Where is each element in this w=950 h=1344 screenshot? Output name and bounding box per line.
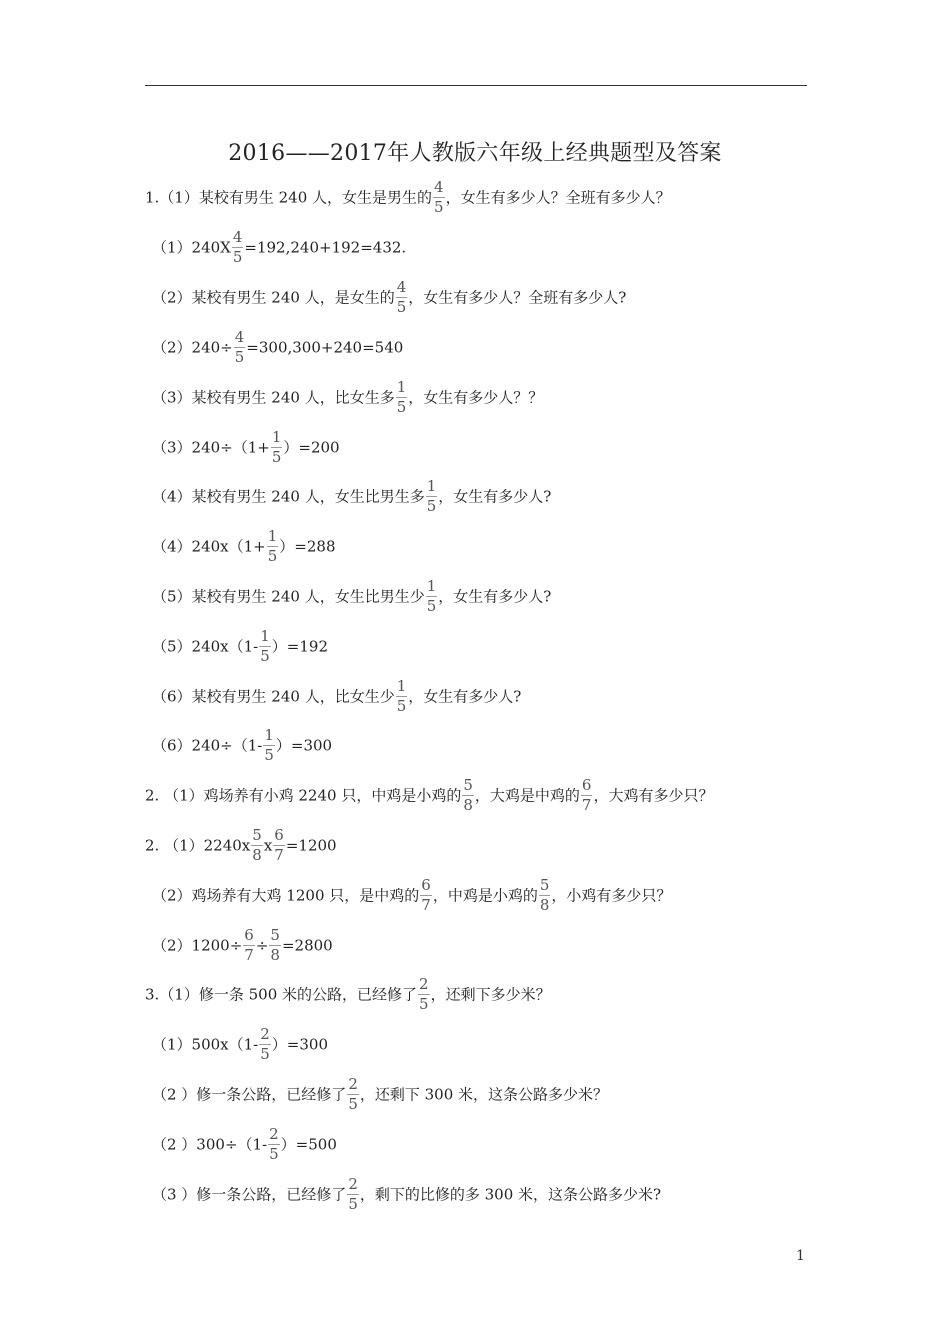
text-run: ）=300	[271, 1035, 328, 1054]
fraction-numerator: 5	[270, 926, 280, 944]
text-run: （5）240x（1-	[152, 637, 259, 656]
fraction-numerator: 1	[267, 527, 278, 545]
text-run: ，女生有多少人？全班有多少人？	[445, 188, 671, 207]
text-run: 2. （1）鸡场养有小鸡 2240 只，中鸡是小鸡的	[145, 786, 462, 805]
fraction-denominator: 5	[396, 298, 407, 316]
fraction-denominator: 5	[264, 746, 274, 764]
text-run: （6）240÷（1-	[152, 736, 263, 755]
text-run: ，女生有多少人？全班有多少人?	[408, 288, 627, 307]
fraction	[426, 478, 438, 515]
text-run: =300,300+240=540	[246, 338, 404, 357]
document-title: 2016——2017年人教版六年级上经典题型及答案	[228, 141, 722, 166]
text-run: （2 ）300÷（1-	[152, 1135, 268, 1154]
text-run: （3 ）修一条公路，已经修了	[152, 1185, 347, 1204]
fraction-numerator: 1	[260, 627, 270, 645]
fraction-numerator: 4	[396, 278, 407, 296]
text-run: 2. （1）2240x	[145, 836, 251, 855]
fraction-denominator: 5	[260, 647, 270, 665]
text-run: ，女生有多少人?	[438, 487, 552, 506]
text-line	[152, 1176, 661, 1213]
fraction-numerator: 2	[348, 1075, 358, 1093]
text-run: （5）某校有男生 240 人，女生比男生少	[152, 587, 425, 606]
fraction	[396, 678, 408, 715]
text-run: （1）240X	[152, 238, 231, 257]
text-run: （2）240÷	[152, 338, 233, 357]
fraction-denominator: 5	[271, 448, 282, 466]
text-run: ，小鸡有多少只？	[551, 886, 672, 905]
fraction-denominator: 5	[348, 1195, 358, 1213]
text-run: =1200	[285, 836, 337, 855]
fraction-numerator: 6	[581, 776, 592, 794]
fraction	[539, 877, 551, 914]
fraction-numerator: 1	[271, 428, 282, 446]
text-line	[152, 1126, 337, 1163]
fraction-denominator: 7	[421, 896, 431, 914]
fraction-denominator: 8	[463, 796, 473, 814]
text-run: 1.（1）某校有男生 240 人，女生是男生的	[145, 188, 433, 207]
text-line	[152, 429, 340, 466]
text-run: （1）500x（1-	[152, 1035, 259, 1054]
fraction-numerator: 1	[396, 378, 407, 396]
fraction-numerator: 4	[434, 178, 444, 196]
fraction	[273, 827, 285, 864]
fraction-denominator: 7	[244, 946, 254, 964]
fraction-denominator: 5	[426, 497, 437, 515]
text-line	[152, 578, 551, 615]
text-run: ）=500	[280, 1135, 337, 1154]
text-line	[152, 927, 333, 964]
text-run: ，中鸡是小鸡的	[432, 886, 538, 905]
fraction-numerator: 5	[252, 826, 262, 844]
fraction	[396, 379, 408, 416]
fraction-numerator: 5	[463, 776, 473, 794]
text-line	[145, 976, 551, 1013]
fraction	[426, 578, 438, 615]
fraction-denominator: 8	[270, 946, 280, 964]
fraction	[418, 976, 430, 1013]
fraction-denominator: 5	[426, 597, 437, 615]
text-run: ）=300	[275, 736, 333, 755]
text-run: ）=288	[279, 537, 336, 556]
text-run: ÷	[255, 936, 269, 955]
text-run: ，还剩下多少米？	[430, 985, 551, 1004]
text-line	[152, 478, 551, 515]
text-run: （4）某校有男生 240 人，女生比男生多	[152, 487, 425, 506]
fraction	[263, 727, 275, 764]
text-line	[152, 329, 403, 366]
fraction	[269, 927, 281, 964]
fraction-numerator: 6	[274, 826, 284, 844]
fraction	[232, 229, 244, 266]
text-run: （2）1200÷	[152, 936, 243, 955]
fraction-denominator: 5	[348, 1095, 358, 1113]
fraction-denominator: 5	[260, 1045, 270, 1063]
text-line	[152, 379, 543, 416]
fraction-denominator: 5	[396, 697, 407, 715]
text-run: =192,240+192=432.	[244, 238, 407, 257]
text-run: ，剩下的比修的多 300 米，这条公路多少米?	[359, 1185, 662, 1204]
fraction	[251, 827, 263, 864]
text-run: ）=200	[283, 438, 340, 457]
fraction	[396, 279, 408, 316]
fraction	[243, 927, 255, 964]
text-run: ，大鸡有多少只？	[593, 786, 714, 805]
text-line	[152, 877, 671, 914]
fraction-numerator: 4	[232, 228, 243, 246]
text-run: ）=192	[271, 637, 328, 656]
text-run: ，女生有多少人?	[438, 587, 552, 606]
text-run: （6）某校有男生 240 人，比女生少	[152, 687, 395, 706]
fraction	[420, 877, 432, 914]
fraction-numerator: 2	[260, 1025, 270, 1043]
text-line	[152, 727, 332, 764]
page-number: 1	[796, 1248, 805, 1264]
fraction	[347, 1076, 359, 1113]
fraction	[433, 179, 445, 216]
text-line	[152, 678, 521, 715]
fraction-denominator: 7	[274, 846, 284, 864]
fraction-numerator: 6	[244, 926, 254, 944]
fraction-denominator: 5	[434, 198, 444, 216]
fraction-denominator: 5	[267, 547, 278, 565]
fraction-numerator: 1	[426, 477, 437, 495]
fraction	[267, 528, 279, 565]
text-run: （4）240x（1+	[152, 537, 266, 556]
fraction	[234, 329, 246, 366]
fraction-numerator: 1	[264, 726, 274, 744]
text-run: （2）某校有男生 240 人，是女生的	[152, 288, 395, 307]
fraction-denominator: 7	[581, 796, 592, 814]
text-line	[145, 179, 671, 216]
fraction	[271, 429, 283, 466]
text-run: （3）240÷（1+	[152, 438, 270, 457]
text-line	[152, 279, 626, 316]
fraction-denominator: 8	[252, 846, 262, 864]
text-line	[152, 1076, 608, 1113]
text-run: （2）鸡场养有大鸡 1200 只，是中鸡的	[152, 886, 420, 905]
text-line	[152, 1026, 328, 1063]
text-run: ，女生有多少人?	[408, 687, 522, 706]
fraction	[581, 777, 593, 814]
fraction	[268, 1126, 280, 1163]
header-rule	[145, 85, 807, 86]
fraction	[347, 1176, 359, 1213]
text-run: ，大鸡是中鸡的	[474, 786, 580, 805]
fraction-denominator: 5	[419, 995, 429, 1013]
text-run: 3.（1）修一条 500 米的公路，已经修了	[145, 985, 418, 1004]
fraction-numerator: 4	[234, 328, 245, 346]
text-line	[145, 777, 713, 814]
text-run: （2 ）修一条公路，已经修了	[152, 1085, 347, 1104]
fraction	[259, 628, 271, 665]
text-line	[152, 229, 406, 266]
text-line	[152, 628, 328, 665]
fraction	[259, 1026, 271, 1063]
text-run: （3）某校有男生 240 人，比女生多	[152, 388, 395, 407]
fraction-denominator: 5	[232, 248, 243, 266]
fraction-denominator: 8	[539, 896, 550, 914]
fraction-numerator: 2	[348, 1175, 358, 1193]
fraction-denominator: 5	[269, 1145, 279, 1163]
fraction-numerator: 1	[396, 677, 407, 695]
fraction-denominator: 5	[396, 398, 407, 416]
fraction-numerator: 5	[539, 876, 550, 894]
fraction-numerator: 2	[269, 1125, 279, 1143]
text-run: =2800	[281, 936, 333, 955]
text-line	[152, 528, 336, 565]
fraction-numerator: 2	[419, 975, 429, 993]
text-run: ，还剩下 300 米，这条公路多少米？	[359, 1085, 609, 1104]
fraction-numerator: 6	[421, 876, 431, 894]
text-run: ，女生有多少人？？	[408, 388, 544, 407]
fraction-denominator: 5	[234, 348, 245, 366]
text-run: x	[263, 836, 273, 855]
text-line	[145, 827, 337, 864]
fraction-numerator: 1	[426, 577, 437, 595]
fraction	[462, 777, 474, 814]
